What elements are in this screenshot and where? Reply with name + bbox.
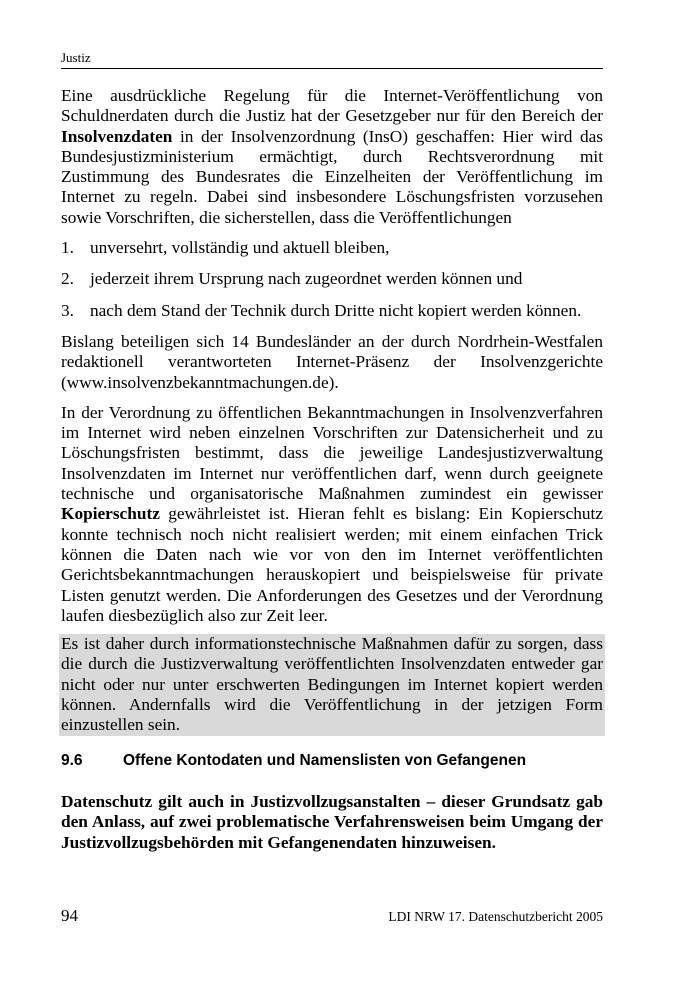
list-item-text: nach dem Stand der Technik durch Dritte nicht kopiert werden können.: [90, 300, 582, 320]
paragraph-1-text-after: in der Insolvenzordnung (InsO) geschaffen: Hier wird das Bundesjustizministerium ermächtigt, durch Rechtsverordnung mit Zustimmung des Bundesrates die Einzelheiten der Veröffentlichung im Internet zu regeln. Dabei sind insbesondere Löschungsfristen vorzusehen sowie Vorschriften, die sicherstellen, dass die Veröffentlichungen: [61, 126, 603, 227]
page-number: 94: [61, 906, 78, 925]
document-body: [61, 86, 603, 736]
requirements-list: [61, 238, 603, 321]
list-item-text: unversehrt, vollständig und aktuell bleiben,: [90, 238, 390, 258]
recommendation-highlight: Es ist daher durch informationstechnische Maßnahmen dafür zu sorgen, dass die durch die Justizverwaltung veröffentlichten Insolvenzdaten entweder gar nicht oder nur unter erschwerten Bedingungen im Internet kopiert werden können. Andernfalls wird die Veröffentlichung in der jetzigen Form einzustellen sein.: [61, 634, 603, 735]
paragraph-verordnung: [61, 403, 603, 626]
term-insolvenzdaten: Insolvenzdaten: [61, 126, 173, 146]
list-item: [61, 238, 603, 258]
section-heading: [61, 751, 603, 771]
header-rule: [61, 68, 603, 69]
page-footer: [61, 906, 603, 926]
list-item: [61, 269, 603, 289]
section-lead-paragraph: Datenschutz gilt auch in Justizvollzugsanstalten – dieser Grundsatz gab den Anlass, auf zwei problematische Verfahrensweisen beim Umgang der Justizvollzugsbehörden mit Gefangenendaten hinzuweisen.: [61, 792, 603, 852]
list-item-number: 3.: [61, 300, 74, 320]
paragraph-3-text-before: In der Verordnung zu öffentlichen Bekanntmachungen in Insolvenzverfahren im Internet wird neben einzelnen Vorschriften zur Datensicherheit und zu Löschungsfristen bestimmt, dass die jeweilige Landesjustizverwaltung Insolvenzdaten im Internet nur veröffentlichen darf, wenn durch geeignete technische und organisatorische Maßnahmen zumindest ein gewisser: [61, 402, 603, 504]
section-title: Offene Kontodaten und Namenslisten von Gefangenen: [123, 752, 527, 769]
list-item-number: 2.: [61, 269, 74, 289]
paragraph-3-text-after: gewährleistet ist. Hieran fehlt es bislang: Ein Kopierschutz konnte technisch noch nicht realisiert werden; mit einem einfachen Trick können die Daten nach wie vor von den im Internet veröffentlichten Gerichtsbekanntmachungen herauskopiert und beispielsweise für private Listen genutzt werden. Die Anforderungen des Gesetzes und der Verordnung laufen diesbezüglich also zur Zeit leer.: [61, 504, 603, 625]
list-item: [61, 301, 603, 321]
running-header-title: Justiz: [61, 50, 91, 65]
paragraph-insolvenzdaten: [61, 86, 603, 228]
paragraph-bundeslaender: Bislang beteiligen sich 14 Bundesländer an der durch Nordrhein-Westfalen redaktionell verantworteten Internet-Präsenz der Insolvenzgerichte (www.insolvenzbekanntmachungen.de).: [61, 331, 603, 392]
list-item-text: jederzeit ihrem Ursprung nach zugeordnet werden können und: [90, 269, 523, 289]
footer-source: LDI NRW 17. Datenschutzbericht 2005: [388, 909, 603, 924]
list-item-number: 1.: [61, 238, 74, 258]
section-number: 9.6: [61, 752, 83, 769]
paragraph-1-text-before: Eine ausdrückliche Regelung für die Internet-Veröffentlichung von Schuldnerdaten durch die Justiz hat der Gesetzgeber nur für den Bereich der: [61, 86, 603, 126]
term-kopierschutz: Kopierschutz: [61, 504, 160, 524]
